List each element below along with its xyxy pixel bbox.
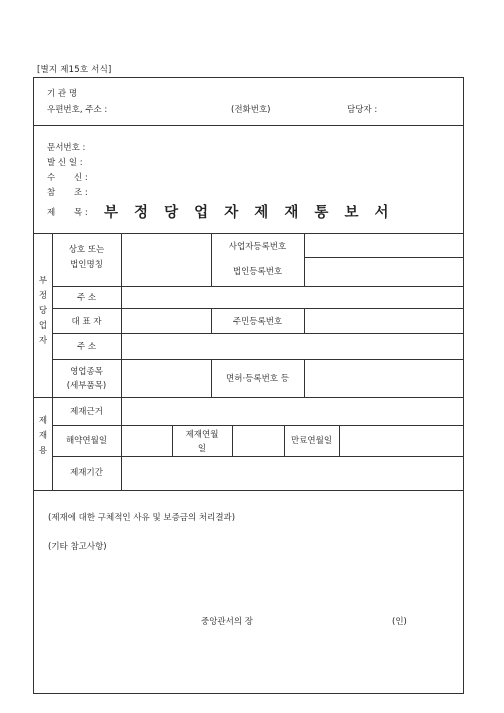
row-divider-4 xyxy=(52,359,463,360)
contact-label: 담당자 : xyxy=(347,105,378,115)
table-bottom-line xyxy=(34,490,463,491)
authority-label: 중앙관서의 장 xyxy=(201,617,253,627)
business-type-label: 영업종목 (세부품목) xyxy=(66,367,107,391)
form-frame xyxy=(33,77,464,694)
row-divider-7 xyxy=(52,456,463,457)
recipient-colon: 신 : xyxy=(74,173,88,183)
expiry-date-label: 만료연월일 xyxy=(290,436,333,446)
sanction-basis-label: 제재근거 xyxy=(70,407,103,417)
sanction-mid-line-2 xyxy=(232,425,233,456)
biztype-mid-line-2 xyxy=(304,359,305,397)
subject-label: 제 xyxy=(47,208,56,218)
doc-number-label: 문서번호 : xyxy=(47,143,86,153)
reference-colon: 조 : xyxy=(74,188,88,198)
send-date-label: 발 신 일 : xyxy=(47,158,83,168)
sanction-date-label: 제재연월 일 xyxy=(185,430,219,454)
document-title: 부 정 당 업 자 제 재 통 보 서 xyxy=(104,205,395,221)
org-name: 기 관 명 xyxy=(47,89,78,99)
resident-reg-no-label: 주민등록번호 xyxy=(232,317,283,327)
address-label-2: 주 소 xyxy=(76,342,97,352)
row-divider-3 xyxy=(52,333,463,334)
rep-mid-line-2 xyxy=(304,308,305,333)
reg-no-divider xyxy=(304,257,463,258)
business-reg-no-label: 사업자등록번호 xyxy=(228,242,287,252)
subject-colon: 목 : xyxy=(74,208,88,218)
sanction-period-label: 제재기간 xyxy=(70,468,103,478)
form-code: [별지 제15호 서식] xyxy=(37,65,112,75)
other-note: (기타 참고사항) xyxy=(48,542,107,552)
reference-label: 참 xyxy=(47,188,56,198)
address-label-1: 주 소 xyxy=(76,293,97,303)
recipient-label: 수 xyxy=(47,173,56,183)
corp-reg-no-label: 법인등록번호 xyxy=(232,267,283,277)
party-section-label: 부 정 당 업 자 xyxy=(38,276,48,346)
row-divider-1 xyxy=(52,286,463,287)
label-column-line xyxy=(121,233,122,490)
sanction-section-label: 제 재 용 xyxy=(38,416,48,456)
row-divider-2 xyxy=(52,308,463,309)
row-divider-5 xyxy=(34,397,463,398)
header-divider xyxy=(34,125,463,126)
postal-address-label: 우편번호, 주소 : xyxy=(47,105,108,115)
reason-note: (제재에 대한 구체적인 사유 및 보증금의 처리결과) xyxy=(48,513,236,523)
phone-label: (전화번호) xyxy=(231,105,271,115)
cancel-date-label: 해약연월일 xyxy=(65,436,108,446)
license-reg-no-label: 면허·등록번호 등 xyxy=(226,374,289,384)
sanction-mid-line-4 xyxy=(339,425,340,456)
party-mid-line-2 xyxy=(304,233,305,286)
trade-name-label: 상호 또는 법인명칭 xyxy=(68,245,105,270)
representative-label: 대 표 자 xyxy=(71,317,102,327)
doc-info-divider xyxy=(34,233,463,234)
row-divider-6 xyxy=(52,425,463,426)
seal-label: (인) xyxy=(392,617,407,627)
